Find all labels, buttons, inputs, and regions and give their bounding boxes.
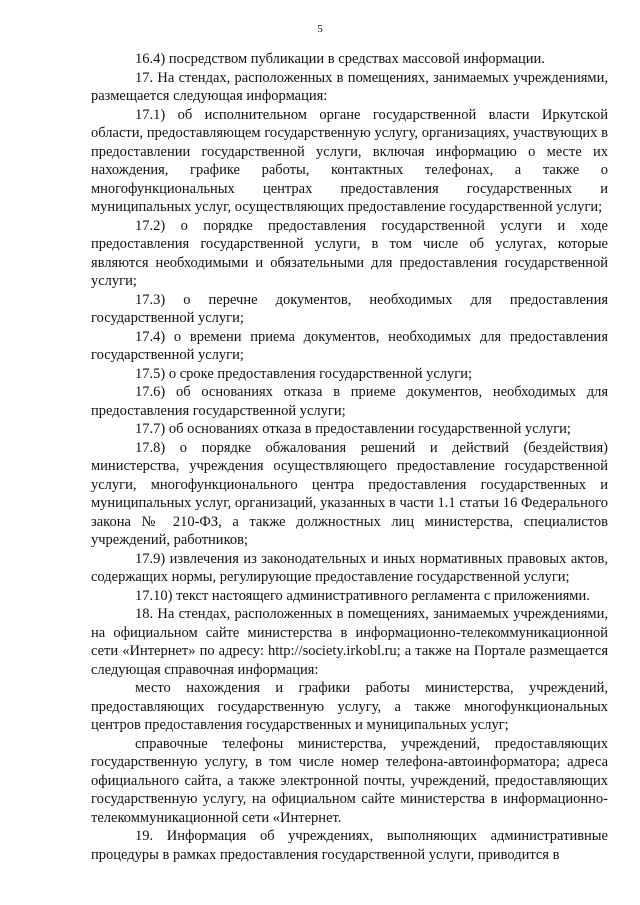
paragraph: 17.5) о сроке предоставления государственной услуги; — [135, 365, 473, 382]
paragraph: 17.7) об основаниях отказа в предоставлении государственной услуги; — [135, 421, 571, 437]
paragraph: 17.10) текст настоящего административного регламента с приложениями. — [135, 587, 590, 604]
paragraph: 17.4) о времени приема документов, необходимых для предоставления государственной услуги; — [91, 328, 608, 363]
paragraph: 17.8) о порядке обжалования решений и действий (бездействия) министерства, учреждения осуществляющего предоставление государственной услуги, многофункционального центра предоставления государственных и муниципальных услуг, организаций, указанных в части 1.1 статьи 16 Федерального закона № 210-ФЗ, а также должностных лиц министерства, специалистов учреждений, работников; — [91, 439, 608, 548]
paragraph: 18. На стендах, расположенных в помещениях, занимаемых учреждениями, на официальном сайте министерства в информационно-телекоммуникационной сети «Интернет» по адресу: http://society.irkobl.ru; а также на Портале размещается следующая справочная информация: — [91, 606, 608, 678]
paragraph: справочные телефоны министерства, учреждений, предоставляющих государственную услугу, в том числе номер телефона-автоинформатора; адреса официального сайта, а также электронной почты, учреждений, предоставляющих государственную услугу, на официальном сайте министерства в информационно-телекоммуникационной сети «Интернет. — [91, 735, 608, 826]
paragraph: место нахождения и графики работы министерства, учреждений, предоставляющих государственную услугу, а также многофункциональных центров предоставления государственных и муниципальных услуг; — [91, 680, 608, 733]
paragraph: 17.1) об исполнительном органе государственной власти Иркутской области, предоставляющем государственную услугу, организациях, участвующих в предоставлении государственной услуги, включая информацию о месте их нахождения, графике работы, контактных телефонах, а также о многофункциональных центрах предоставления государственных и муниципальных услуг, осуществляющих предоставление государственной услуги; — [91, 106, 608, 215]
paragraph: 17.6) об основаниях отказа в приеме документов, необходимых для предоставления государственной услуги; — [91, 384, 608, 419]
document-body — [91, 50, 608, 864]
paragraph: 17.2) о порядке предоставления государственной услуги и ходе предоставления государственной услуги, в том числе об услугах, которые являются необходимыми и обязательными для предоставления государственной услуги; — [91, 217, 608, 289]
paragraph: 17.9) извлечения из законодательных и иных нормативных правовых актов, содержащих нормы, регулирующие предоставление государственной услуги; — [91, 550, 608, 585]
paragraph: 17. На стендах, расположенных в помещениях, занимаемых учреждениями, размещается следующая информация: — [91, 69, 608, 104]
paragraph: 17.3) о перечне документов, необходимых для предоставления государственной услуги; — [91, 291, 608, 326]
page-number: 5 — [317, 23, 323, 35]
paragraph: 19. Информация об учреждениях, выполняющих административные процедуры в рамках предоставления государственной услуги, приводится в — [91, 828, 608, 863]
paragraph: 16.4) посредством публикации в средствах массовой информации. — [135, 51, 545, 67]
